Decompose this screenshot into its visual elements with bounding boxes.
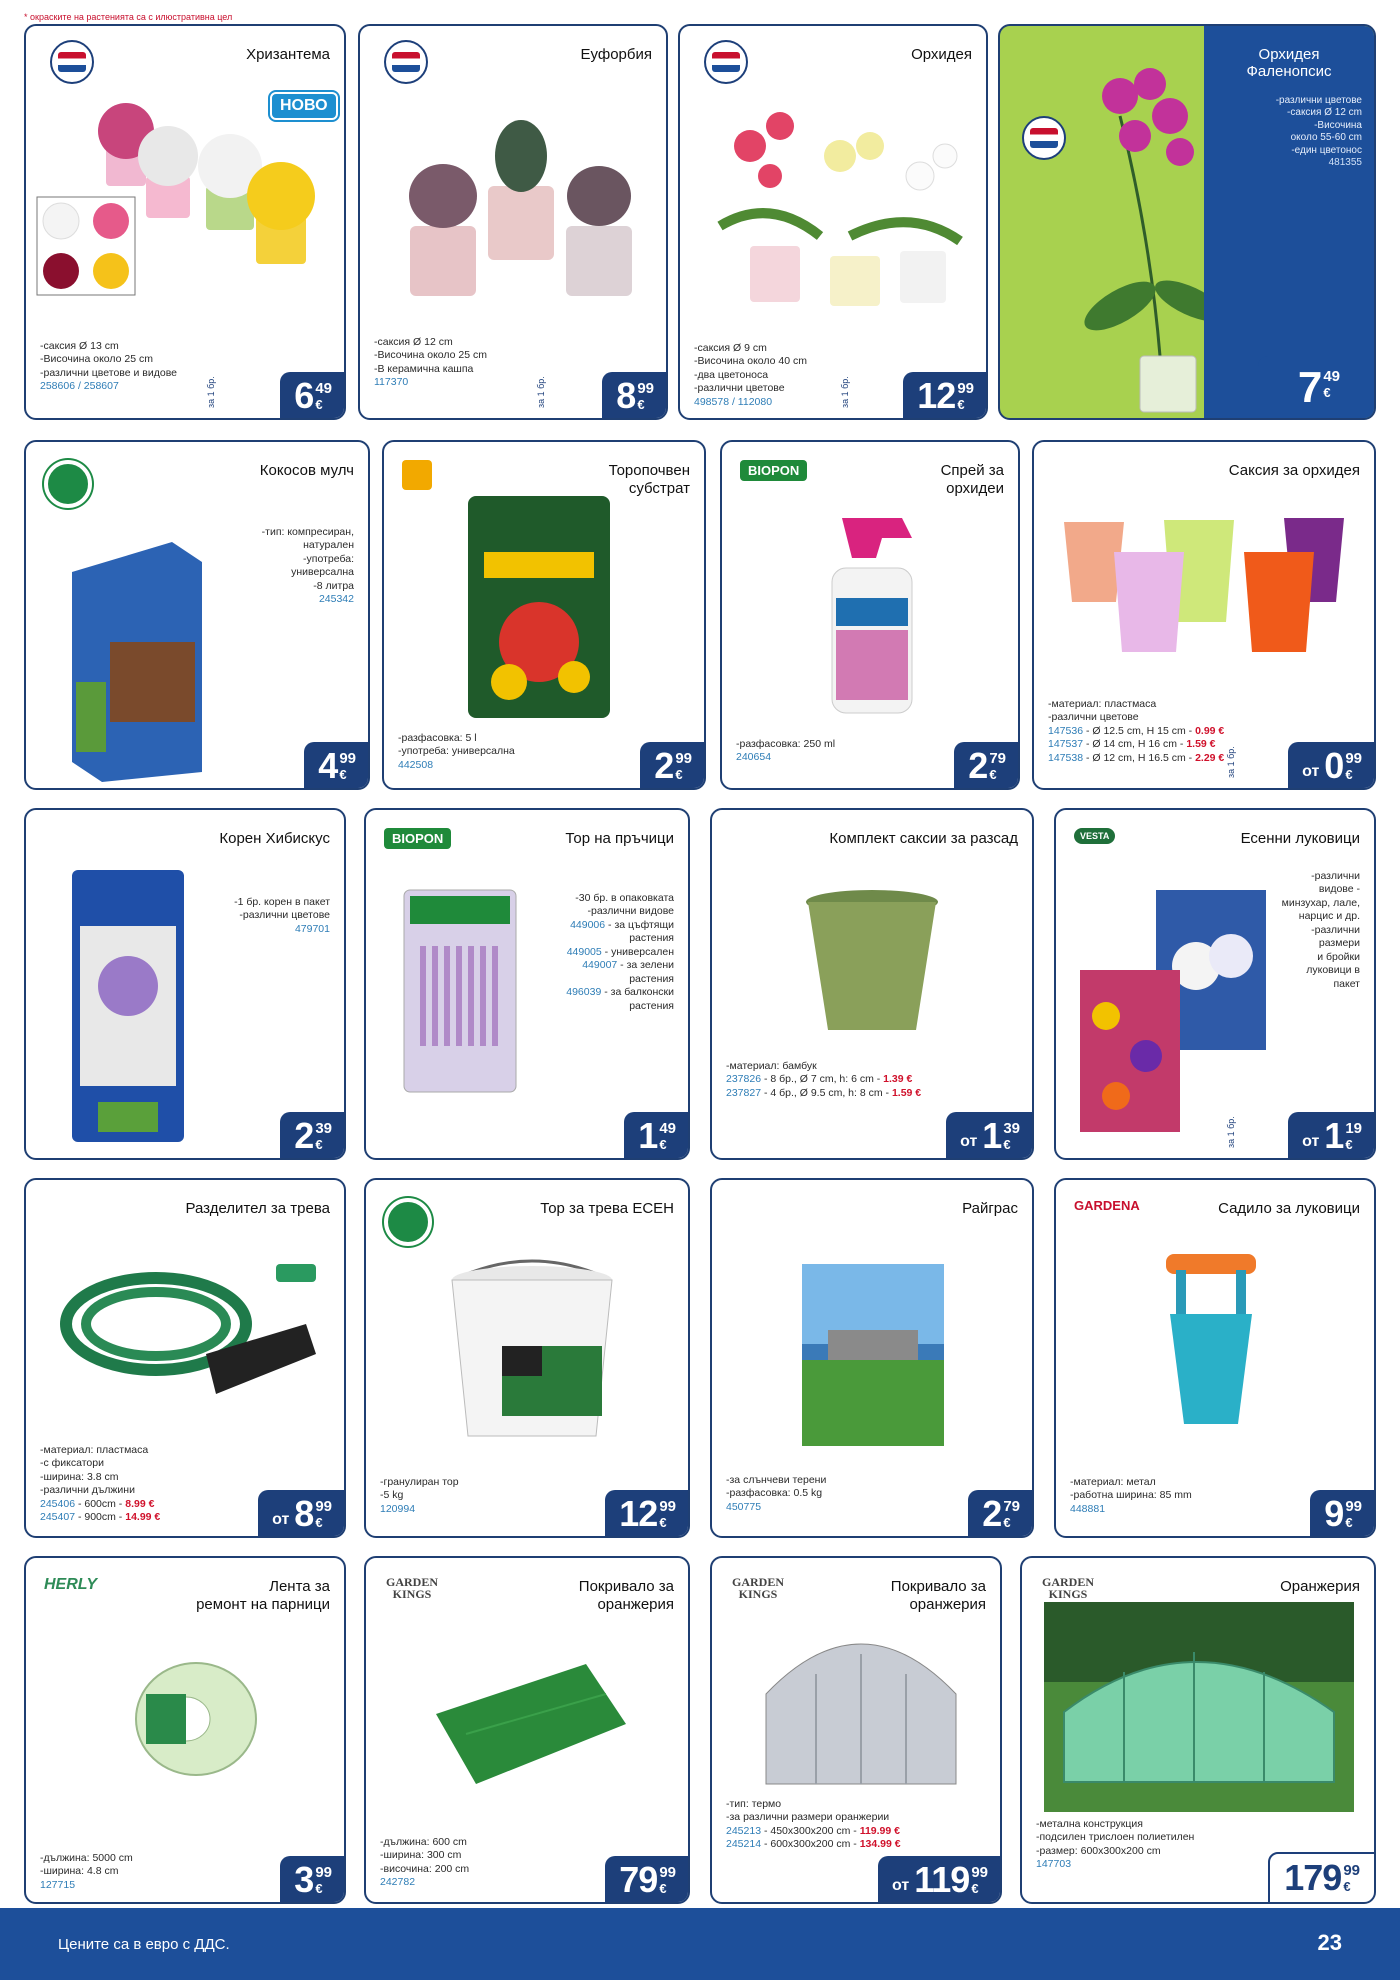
product-card-orchid-pot[interactable] xyxy=(1032,440,1376,790)
product-title: Торопочвен субстрат xyxy=(608,462,690,497)
product-specs: -тип: компресиран, натурален -употреба: универсална -8 литра 245342 xyxy=(261,526,354,606)
price-tag: от 1 39 € xyxy=(946,1112,1034,1160)
product-card-bulb-planter[interactable] xyxy=(1054,1178,1376,1538)
product-card-repair-tape[interactable] xyxy=(24,1556,346,1904)
price-tag: 179 99 € xyxy=(1268,1852,1376,1904)
price-tag: 9 99 € xyxy=(1310,1490,1376,1538)
price-tag: 8 99 € xyxy=(602,372,668,420)
thermo-cover-image xyxy=(756,1614,966,1794)
product-card-lawn-edging[interactable] xyxy=(24,1178,346,1538)
product-specs: -материал: метал -работна ширина: 85 mm 448881 xyxy=(1070,1476,1192,1515)
product-specs: -различни видове - минзухар, лале, нарцис и др. -различни размери и бройки луковици в пакет xyxy=(1281,870,1360,990)
bulb-planter-image xyxy=(1146,1244,1276,1444)
product-specs: -тип: термо -за различни размери оранжерии 245213 - 450x300x200 cm - 119.99 € 245214 - 600x300x200 cm - 134.99 € xyxy=(726,1798,901,1851)
product-specs: -гранулиран тор -5 kg 120994 xyxy=(380,1476,459,1515)
product-title: Корен Хибискус xyxy=(219,830,330,847)
product-card-seedling-pots[interactable] xyxy=(710,808,1034,1160)
product-title: Садило за луковици xyxy=(1218,1200,1360,1217)
biopon-logo: BIOPON xyxy=(384,828,451,849)
product-specs: -разфасовка: 5 l -употреба: универсална 442508 xyxy=(398,732,515,771)
price-tag: 1 49 € xyxy=(624,1112,690,1160)
seedling-pot-image xyxy=(802,886,942,1036)
price-tag: от 1 19 € xyxy=(1288,1112,1376,1160)
product-title: Лента за ремонт на парници xyxy=(196,1578,330,1613)
bulb-packs-image xyxy=(1076,886,1276,1136)
price-tag: 2 39 € xyxy=(280,1112,346,1160)
unit-label: за 1 бр. xyxy=(1226,1116,1237,1148)
garden-kings-logo: GARDEN KINGS xyxy=(731,1575,784,1601)
gardena-logo: GARDENA xyxy=(1074,1198,1140,1213)
unit-label: за 1 бр. xyxy=(840,376,851,408)
product-title: Орхидея xyxy=(911,46,972,63)
price-tag: 12 99 € xyxy=(903,372,988,420)
product-title: Комплект саксии за разсад xyxy=(829,830,1018,847)
product-title: Тор за трева ЕСЕН xyxy=(540,1200,674,1217)
product-title: Спрей за орхидеи xyxy=(940,462,1004,497)
product-specs: -различни цветове -саксия Ø 12 cm -Височина около 55-60 cm -един цветонос 481355 xyxy=(1275,94,1362,168)
product-card-orchid[interactable] xyxy=(678,24,988,420)
product-card-substrate[interactable] xyxy=(382,440,706,790)
product-specs: -30 бр. в опаковката -различни видове 449006 - за цъфтящи растения 449005 - универсален 449007 - за зелени растения 496039 - за балконски растения xyxy=(566,892,674,1012)
product-specs: -саксия Ø 13 cm -Височина около 25 cm -различни цветове и видове 258606 / 258607 xyxy=(40,340,178,393)
product-title: Райграс xyxy=(962,1200,1018,1217)
color-variants-image xyxy=(36,196,136,296)
price-tag: 2 79 € xyxy=(968,1490,1034,1538)
page-number: 23 xyxy=(1317,1930,1342,1955)
compo-logo-icon xyxy=(402,460,432,490)
product-specs: -саксия Ø 12 cm -Височина около 25 cm -В керамична кашпа 117370 xyxy=(374,336,487,389)
product-title: Тор на пръчици xyxy=(565,830,674,847)
price-tag: 2 79 € xyxy=(954,742,1020,790)
price-tag: 3 99 € xyxy=(280,1856,346,1904)
product-specs: -разфасовка: 250 ml 240654 xyxy=(736,738,836,764)
product-title: Есенни луковици xyxy=(1240,830,1360,847)
garden-kings-logo: GARDEN KINGS xyxy=(385,1575,438,1601)
vesta-logo: VESTA xyxy=(1074,828,1115,844)
hibiscus-pack-image xyxy=(68,866,188,1146)
fertilizer-sticks-image xyxy=(400,886,520,1096)
product-card-hibiscus[interactable] xyxy=(24,808,346,1160)
product-card-orchid-spray[interactable] xyxy=(720,440,1020,790)
product-title: Покривало за оранжерия xyxy=(890,1578,986,1613)
footer-note: Цените са в евро с ДДС. xyxy=(58,1936,230,1953)
herly-logo: HERLY xyxy=(44,1576,98,1593)
price-tag: 4 99 € xyxy=(304,742,370,790)
product-title: Разделител за трева xyxy=(185,1200,330,1217)
lawn-edging-image xyxy=(56,1244,326,1414)
product-title: Кокосов мулч xyxy=(259,462,354,479)
product-card-phalaenopsis[interactable] xyxy=(998,24,1376,420)
tape-roll-image xyxy=(126,1654,266,1784)
euphorbia-image xyxy=(400,116,640,326)
price-tag: от 119 99 € xyxy=(878,1856,1002,1904)
product-card-cover-1[interactable] xyxy=(364,1556,690,1904)
product-card-ryegrass[interactable] xyxy=(710,1178,1034,1538)
price-tag: от 8 99 € xyxy=(258,1490,346,1538)
unit-label: за 1 бр. xyxy=(206,376,217,408)
new-badge: НОВО xyxy=(270,92,338,120)
product-specs: -за слънчеви терени -разфасовка: 0.5 kg 450775 xyxy=(726,1474,827,1513)
product-specs: -1 бр. корен в пакет -различни цветове 479701 xyxy=(234,896,330,935)
greenhouse-image xyxy=(1044,1602,1354,1812)
price-tag: 79 99 € xyxy=(605,1856,690,1904)
price-tag: от 0 99 € xyxy=(1288,742,1376,790)
orchid-pots-image xyxy=(1054,502,1364,662)
product-card-coco-mulch[interactable] xyxy=(24,440,370,790)
product-specs: -метална конструкция -подсилен трислоен полиетилен -размер: 600x300x200 cm 147703 xyxy=(1036,1818,1195,1871)
brand-logo-icon xyxy=(384,1198,432,1246)
product-card-chrysanthemum[interactable] xyxy=(24,24,346,420)
product-title: Оранжерия xyxy=(1280,1578,1360,1595)
fertilizer-bucket-image xyxy=(442,1256,622,1446)
unit-label: за 1 бр. xyxy=(536,376,547,408)
price-tag: 2 99 € xyxy=(640,742,706,790)
orchid-image xyxy=(710,86,970,316)
product-card-greenhouse[interactable] xyxy=(1020,1556,1376,1904)
product-card-lawn-fertilizer[interactable] xyxy=(364,1178,690,1538)
product-title: Еуфорбия xyxy=(580,46,652,63)
product-specs: -саксия Ø 9 cm -Височина около 40 cm -два цветоноса -различни цветове 498578 / 112080 xyxy=(694,342,807,408)
price-tag: 6 49 € xyxy=(280,372,346,420)
green-cover-image xyxy=(426,1654,636,1794)
price-tag: 12 99 € xyxy=(605,1490,690,1538)
product-card-autumn-bulbs[interactable] xyxy=(1054,808,1376,1160)
garden-kings-logo: GARDEN KINGS xyxy=(1041,1575,1094,1601)
footer-bar xyxy=(0,1908,1400,1980)
ryegrass-box-image xyxy=(798,1260,948,1450)
product-title: Орхидея Фаленопсис xyxy=(1246,46,1332,81)
biopon-logo: BIOPON xyxy=(740,460,807,481)
product-specs: -материал: пластмаса -с фиксатори -ширина: 3.8 cm -различни дължини 245406 - 600cm - 8.99 € 245407 - 900cm - 14.99 € xyxy=(40,1444,161,1524)
price-tag: 7 49 € xyxy=(1258,356,1376,420)
product-card-cover-2[interactable] xyxy=(710,1556,1002,1904)
netherlands-badge-icon xyxy=(50,40,94,84)
spray-bottle-image xyxy=(812,508,932,718)
product-specs: -дължина: 5000 cm -ширина: 4.8 cm 127715 xyxy=(40,1852,133,1891)
netherlands-badge-icon xyxy=(704,40,748,84)
coco-mulch-image xyxy=(62,532,212,782)
product-title: Саксия за орхидея xyxy=(1228,462,1360,479)
phalaenopsis-image xyxy=(1050,56,1220,416)
netherlands-badge-icon xyxy=(384,40,428,84)
product-specs: -материал: пластмаса -различни цветове 147536 - Ø 12.5 cm, H 15 cm - 0.99 € 147537 - Ø 14 cm, H 16 cm - 1.59 € 147538 - Ø 12 cm, H 16.5 cm - 2.29 € xyxy=(1048,698,1225,764)
product-card-euphorbia[interactable] xyxy=(358,24,668,420)
product-card-fertilizer-sticks[interactable] xyxy=(364,808,690,1160)
unit-label: за 1 бр. xyxy=(1226,746,1237,778)
product-specs: -дължина: 600 cm -ширина: 300 cm -височина: 200 cm 242782 xyxy=(380,1836,470,1889)
product-title: Покривало за оранжерия xyxy=(578,1578,674,1613)
product-specs: -материал: бамбук 237826 - 8 бр., Ø 7 cm, h: 6 cm - 1.39 € 237827 - 4 бр., Ø 9.5 cm, h: 8 cm - 1.59 € xyxy=(726,1060,922,1099)
product-title: Хризантема xyxy=(246,46,330,63)
brand-logo-icon xyxy=(44,460,92,508)
top-note: * окраските на растенията са с илюстративна цел xyxy=(24,12,233,22)
substrate-bag-image xyxy=(464,492,614,722)
